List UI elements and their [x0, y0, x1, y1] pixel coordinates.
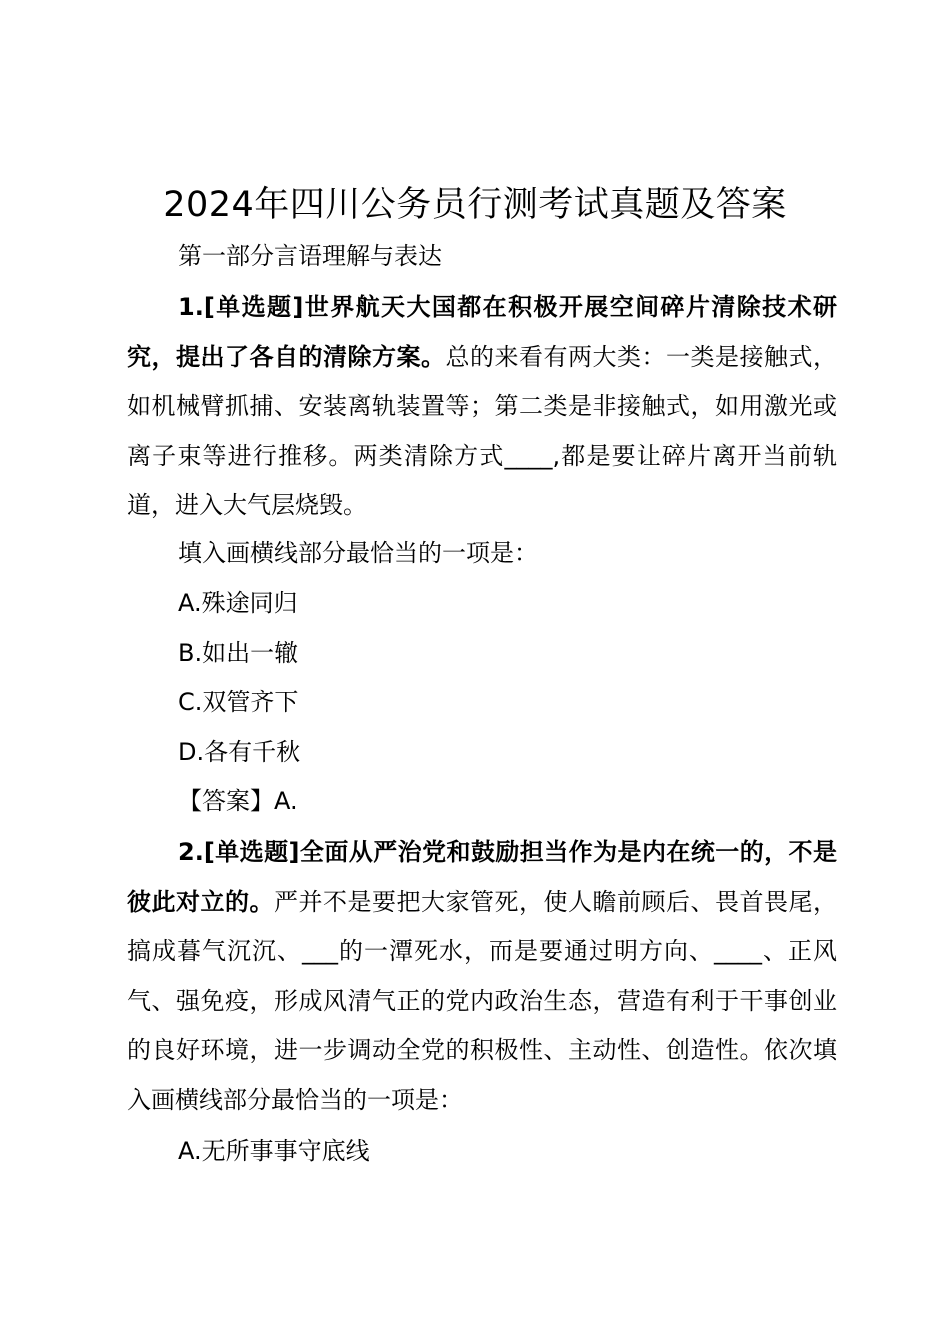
question-1-head: 1.[单选题]世界航天大国都在积极开展空间碎片清除技术研究，提出了各自的清除方案。	[127, 293, 837, 371]
question-1-option-b: B.如出一辙	[178, 639, 299, 667]
question-2-option-a: A.无所事事守底线	[178, 1137, 370, 1165]
question-2-head: 2.[单选题]全面从严治党和鼓励担当作为是内在统一的，不是彼此对立的。	[127, 838, 837, 916]
question-1-option-c: C.双管齐下	[178, 688, 299, 716]
question-1-option-d: D.各有千秋	[178, 738, 301, 766]
question-1-option-a: A.殊途同归	[178, 589, 298, 617]
question-1-body: 总的来看有两大类：一类是接触式，如机械臂抓捕、安装离轨装置等；第二类是非接触式，如用激光或离子束等进行推移。两类清除方式____,都是要让碎片离开当前轨道，进入大气层烧毁。	[127, 342, 837, 520]
question-1-text	[127, 283, 837, 531]
document-title: 2024年四川公务员行测考试真题及答案	[163, 185, 787, 225]
question-2-body: 严并不是要把大家管死，使人瞻前顾后、畏首畏尾，搞成暮气沉沉、___的一潭死水，而是要通过明方向、____、正风气、强免疫，形成风清气正的党内政治生态，营造有利于干事创业的良好环境，进一步调动全党的积极性、主动性、创造性。依次填入画横线部分最恰当的一项是：	[127, 887, 837, 1114]
question-1-answer: 【答案】A.	[178, 787, 298, 815]
question-1-prompt: 填入画横线部分最恰当的一项是：	[178, 539, 538, 567]
question-2-text	[127, 828, 837, 1126]
section-title: 第一部分言语理解与表达	[178, 242, 442, 270]
